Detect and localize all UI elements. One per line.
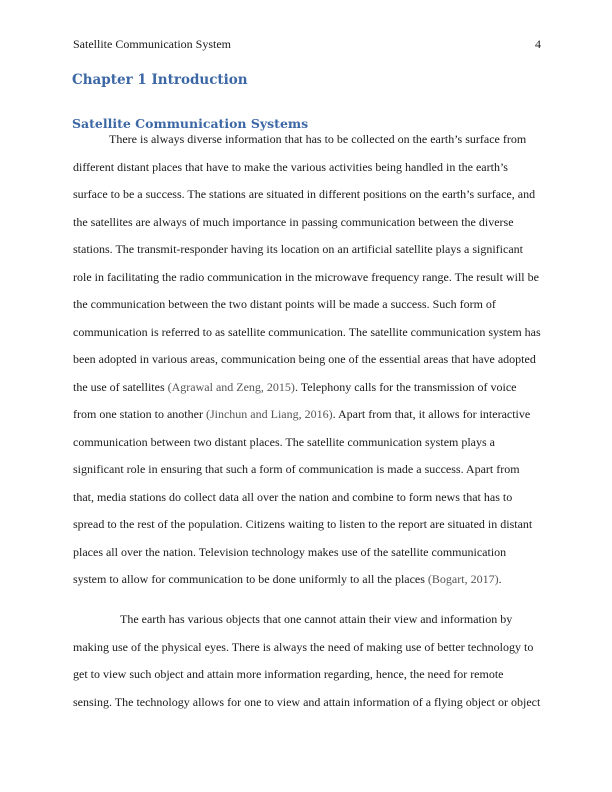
line-text: system to allow for communication to be done uniformly to all the places — [73, 572, 428, 586]
paragraph-remote-sensing — [73, 606, 543, 716]
paragraph-line: that, media stations do collect data all over the nation and combine to form news that has to — [73, 489, 513, 504]
paragraph-line: been adopted in various areas, communication being one of the essential areas that have adopted — [73, 352, 536, 366]
line-text: the use of satellites — [73, 379, 168, 394]
paragraph-line: surface to be a success. The stations are situated in different positions on the earth’s surface, and — [73, 187, 536, 201]
paragraph-satellite-communication — [73, 126, 543, 594]
paragraph-line: stations. The transmit-responder having its location on an artificial satellite plays a significant — [73, 242, 523, 256]
paragraph-line: significant role in ensuring that such a form of communication is made a success. Apart from — [73, 462, 520, 476]
paragraph-line — [73, 374, 543, 402]
paragraph-line — [73, 566, 543, 594]
paragraph-line: different distant places that have to make the various activities being handled in the earth’s — [73, 159, 508, 174]
paragraph-line: spread to the rest of the population. Citizens waiting to listen to the report are situated in distant — [73, 517, 533, 531]
citation: (Agrawal and Zeng, 2015) — [167, 379, 295, 394]
paragraph-line: get to view such object and attain more information regarding, hence, the need for remote — [73, 667, 504, 681]
paragraph-line: making use of the physical eyes. There is always the need of making use of better technology to — [73, 639, 534, 654]
paragraph-line: communication is referred to as satellite communication. The satellite communication system has — [73, 324, 541, 339]
paragraph-line: the communication between the two distant points will be made a success. Such form of — [73, 297, 496, 311]
paragraph-line: the satellites are always of much importance in passing communication between the diverse — [73, 214, 514, 229]
section-heading: Satellite Communication Systems — [72, 116, 309, 131]
citation: (Jinchun and Liang, 2016) — [205, 407, 333, 421]
citation: (Bogart, 2017) — [427, 572, 499, 586]
running-head-title: Satellite Communication System — [73, 37, 231, 51]
line-text: . Telephony calls for the transmission of voice — [294, 379, 517, 394]
paragraph-line: sensing. The technology allows for one to view and attain information of a flying object or object — [73, 694, 541, 709]
paragraph-line: The earth has various objects that one cannot attain their view and information by — [120, 612, 513, 626]
paragraph-line: There is always diverse information that has to be collected on the earth’s surface from — [109, 132, 527, 146]
line-text: . Apart from that, it allows for interactive — [332, 407, 531, 421]
chapter-heading: Chapter 1 Introduction — [72, 72, 248, 88]
paragraph-line: places all over the nation. Television technology makes use of the satellite communication — [73, 544, 507, 559]
line-text: from one station to another — [73, 407, 206, 421]
paragraph-line — [73, 401, 543, 429]
paragraph-line: role in facilitating the radio communication in the microwave frequency range. The result will be — [73, 269, 539, 284]
line-text: . — [498, 572, 502, 586]
page-number: 4 — [535, 37, 541, 51]
paragraph-line: communication between two distant places. The satellite communication system plays a — [73, 434, 496, 449]
